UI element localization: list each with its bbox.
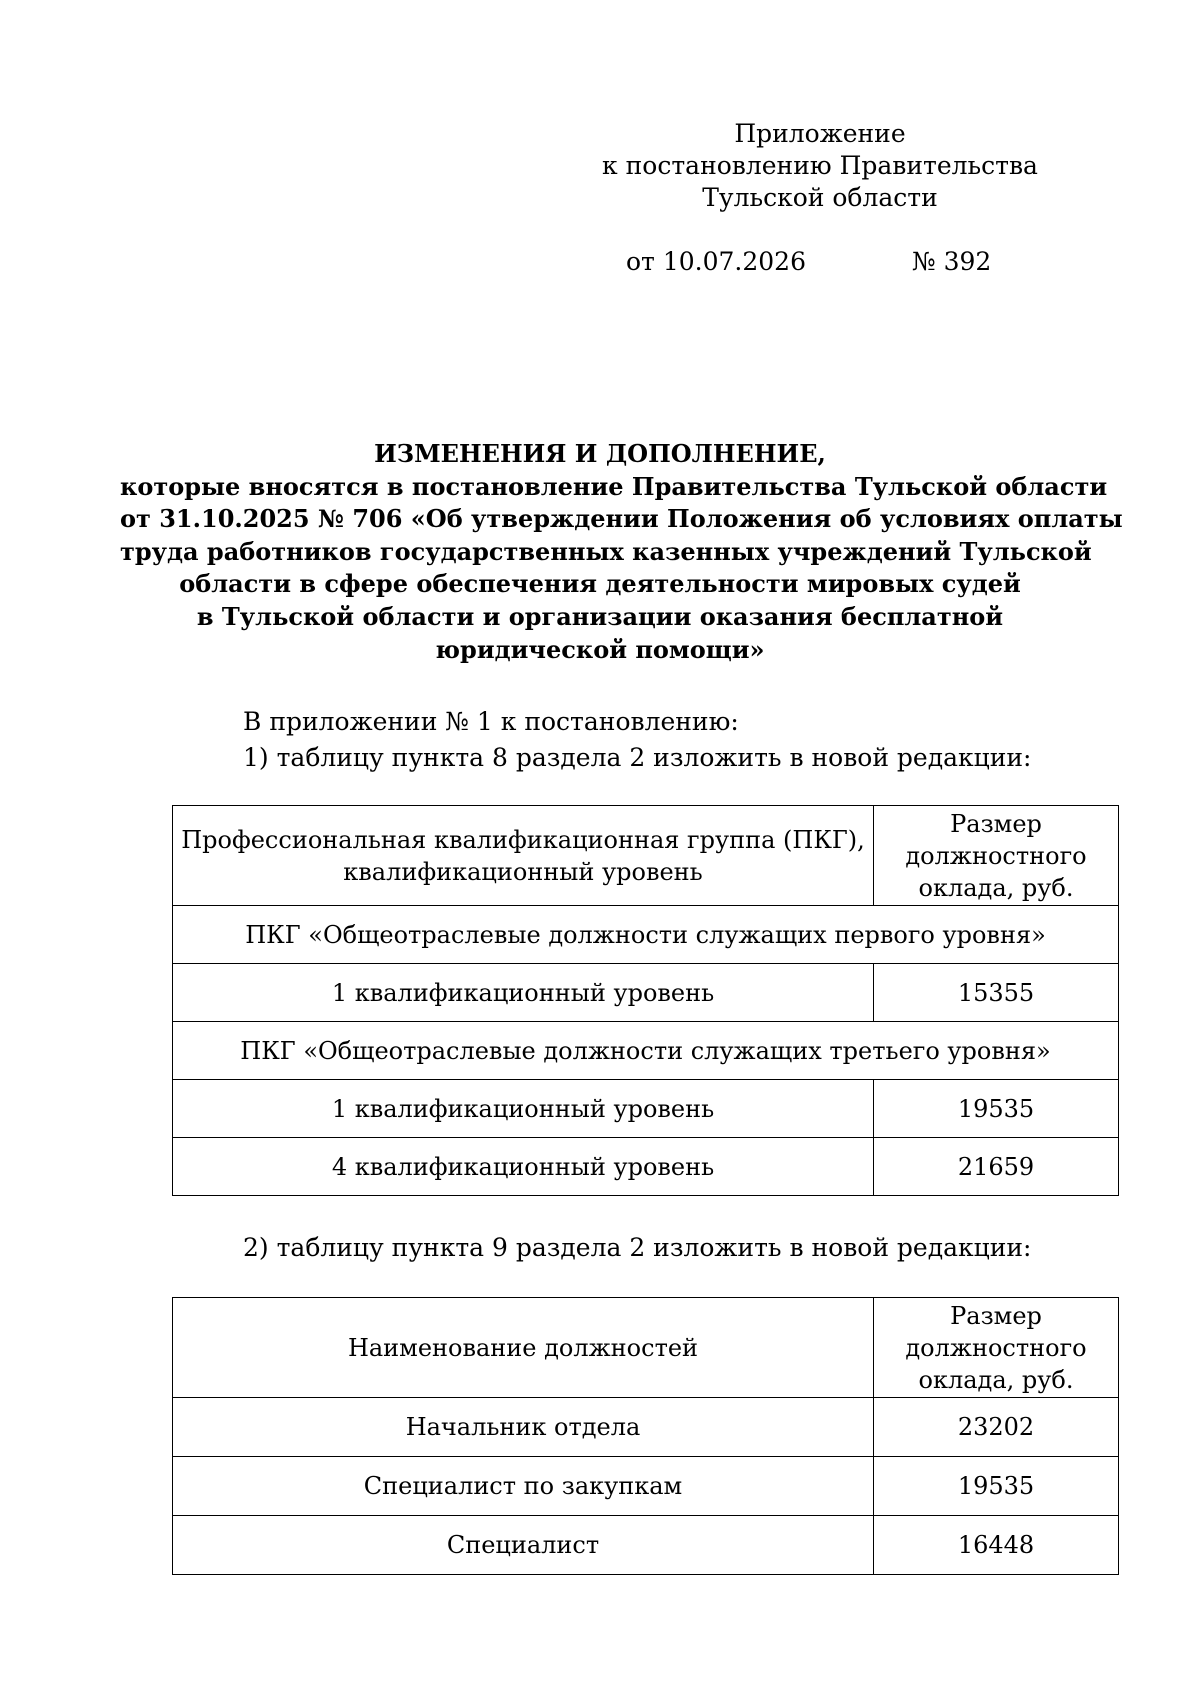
table-header-row bbox=[173, 806, 1119, 906]
header-cell-salary bbox=[874, 806, 1119, 906]
header-text: квалификационный уровень bbox=[343, 857, 703, 886]
table-header-row bbox=[173, 1298, 1119, 1398]
salary-cell: 16448 bbox=[874, 1516, 1119, 1575]
level-cell: 1 квалификационный уровень bbox=[173, 964, 874, 1022]
appendix-title: Приложение bbox=[734, 119, 906, 148]
salary-cell: 19535 bbox=[874, 1080, 1119, 1138]
header-cell-group bbox=[173, 806, 874, 906]
group-row bbox=[173, 1022, 1119, 1080]
position-cell: Специалист bbox=[173, 1516, 874, 1575]
table-row bbox=[173, 1516, 1119, 1575]
document-heading bbox=[120, 438, 1123, 666]
header-cell-salary bbox=[874, 1298, 1119, 1398]
header-cell-position: Наименование должностей bbox=[173, 1298, 874, 1398]
header-text: оклада, руб. bbox=[918, 1365, 1074, 1394]
header-text: должностного bbox=[905, 841, 1087, 870]
group-title: ПКГ «Общеотраслевые должности служащих третьего уровня» bbox=[173, 1022, 1119, 1080]
intro-paragraph: В приложении № 1 к постановлению: bbox=[243, 707, 739, 736]
item2-paragraph: 2) таблицу пункта 9 раздела 2 изложить в новой редакции: bbox=[243, 1233, 1032, 1262]
header-text: Размер bbox=[950, 809, 1042, 838]
decree-date: от 10.07.2026 bbox=[626, 247, 806, 276]
position-cell: Начальник отдела bbox=[173, 1398, 874, 1457]
header-text: должностного bbox=[905, 1333, 1087, 1362]
heading-line: труда работников государственных казенных учреждений Тульской bbox=[120, 536, 1092, 566]
header-text: Размер bbox=[950, 1301, 1042, 1330]
heading-line: ИЗМЕНЕНИЯ И ДОПОЛНЕНИЕ, bbox=[374, 439, 826, 468]
salary-table-positions bbox=[172, 1297, 1119, 1575]
item1-paragraph: 1) таблицу пункта 8 раздела 2 изложить в новой редакции: bbox=[243, 743, 1032, 772]
salary-table-pkg bbox=[172, 805, 1119, 1196]
salary-cell: 21659 bbox=[874, 1138, 1119, 1196]
table-row bbox=[173, 1457, 1119, 1516]
appendix-block bbox=[600, 118, 1040, 214]
salary-cell: 23202 bbox=[874, 1398, 1119, 1457]
group-title: ПКГ «Общеотраслевые должности служащих первого уровня» bbox=[173, 906, 1119, 964]
table-row bbox=[173, 1138, 1119, 1196]
appendix-subtitle: к постановлению Правительства bbox=[602, 151, 1038, 180]
heading-line: которые вносятся в постановление Правительства Тульской области bbox=[120, 471, 1108, 501]
heading-line: в Тульской области и организации оказания бесплатной bbox=[196, 601, 1004, 631]
group-row bbox=[173, 906, 1119, 964]
heading-line: юридической помощи» bbox=[435, 634, 765, 664]
heading-line: от 31.10.2025 № 706 «Об утверждении Положения об условиях оплаты bbox=[120, 504, 1123, 534]
level-cell: 4 квалификационный уровень bbox=[173, 1138, 874, 1196]
appendix-region: Тульской области bbox=[702, 183, 938, 212]
table-row bbox=[173, 1080, 1119, 1138]
salary-cell: 19535 bbox=[874, 1457, 1119, 1516]
position-cell: Специалист по закупкам bbox=[173, 1457, 874, 1516]
salary-cell: 15355 bbox=[874, 964, 1119, 1022]
table-row bbox=[173, 964, 1119, 1022]
header-text: оклада, руб. bbox=[918, 873, 1074, 902]
header-text: Профессиональная квалификационная группа (ПКГ), bbox=[181, 825, 865, 854]
level-cell: 1 квалификационный уровень bbox=[173, 1080, 874, 1138]
table-row bbox=[173, 1398, 1119, 1457]
decree-number: № 392 bbox=[912, 247, 992, 276]
heading-line: области в сфере обеспечения деятельности мировых судей bbox=[179, 569, 1021, 599]
